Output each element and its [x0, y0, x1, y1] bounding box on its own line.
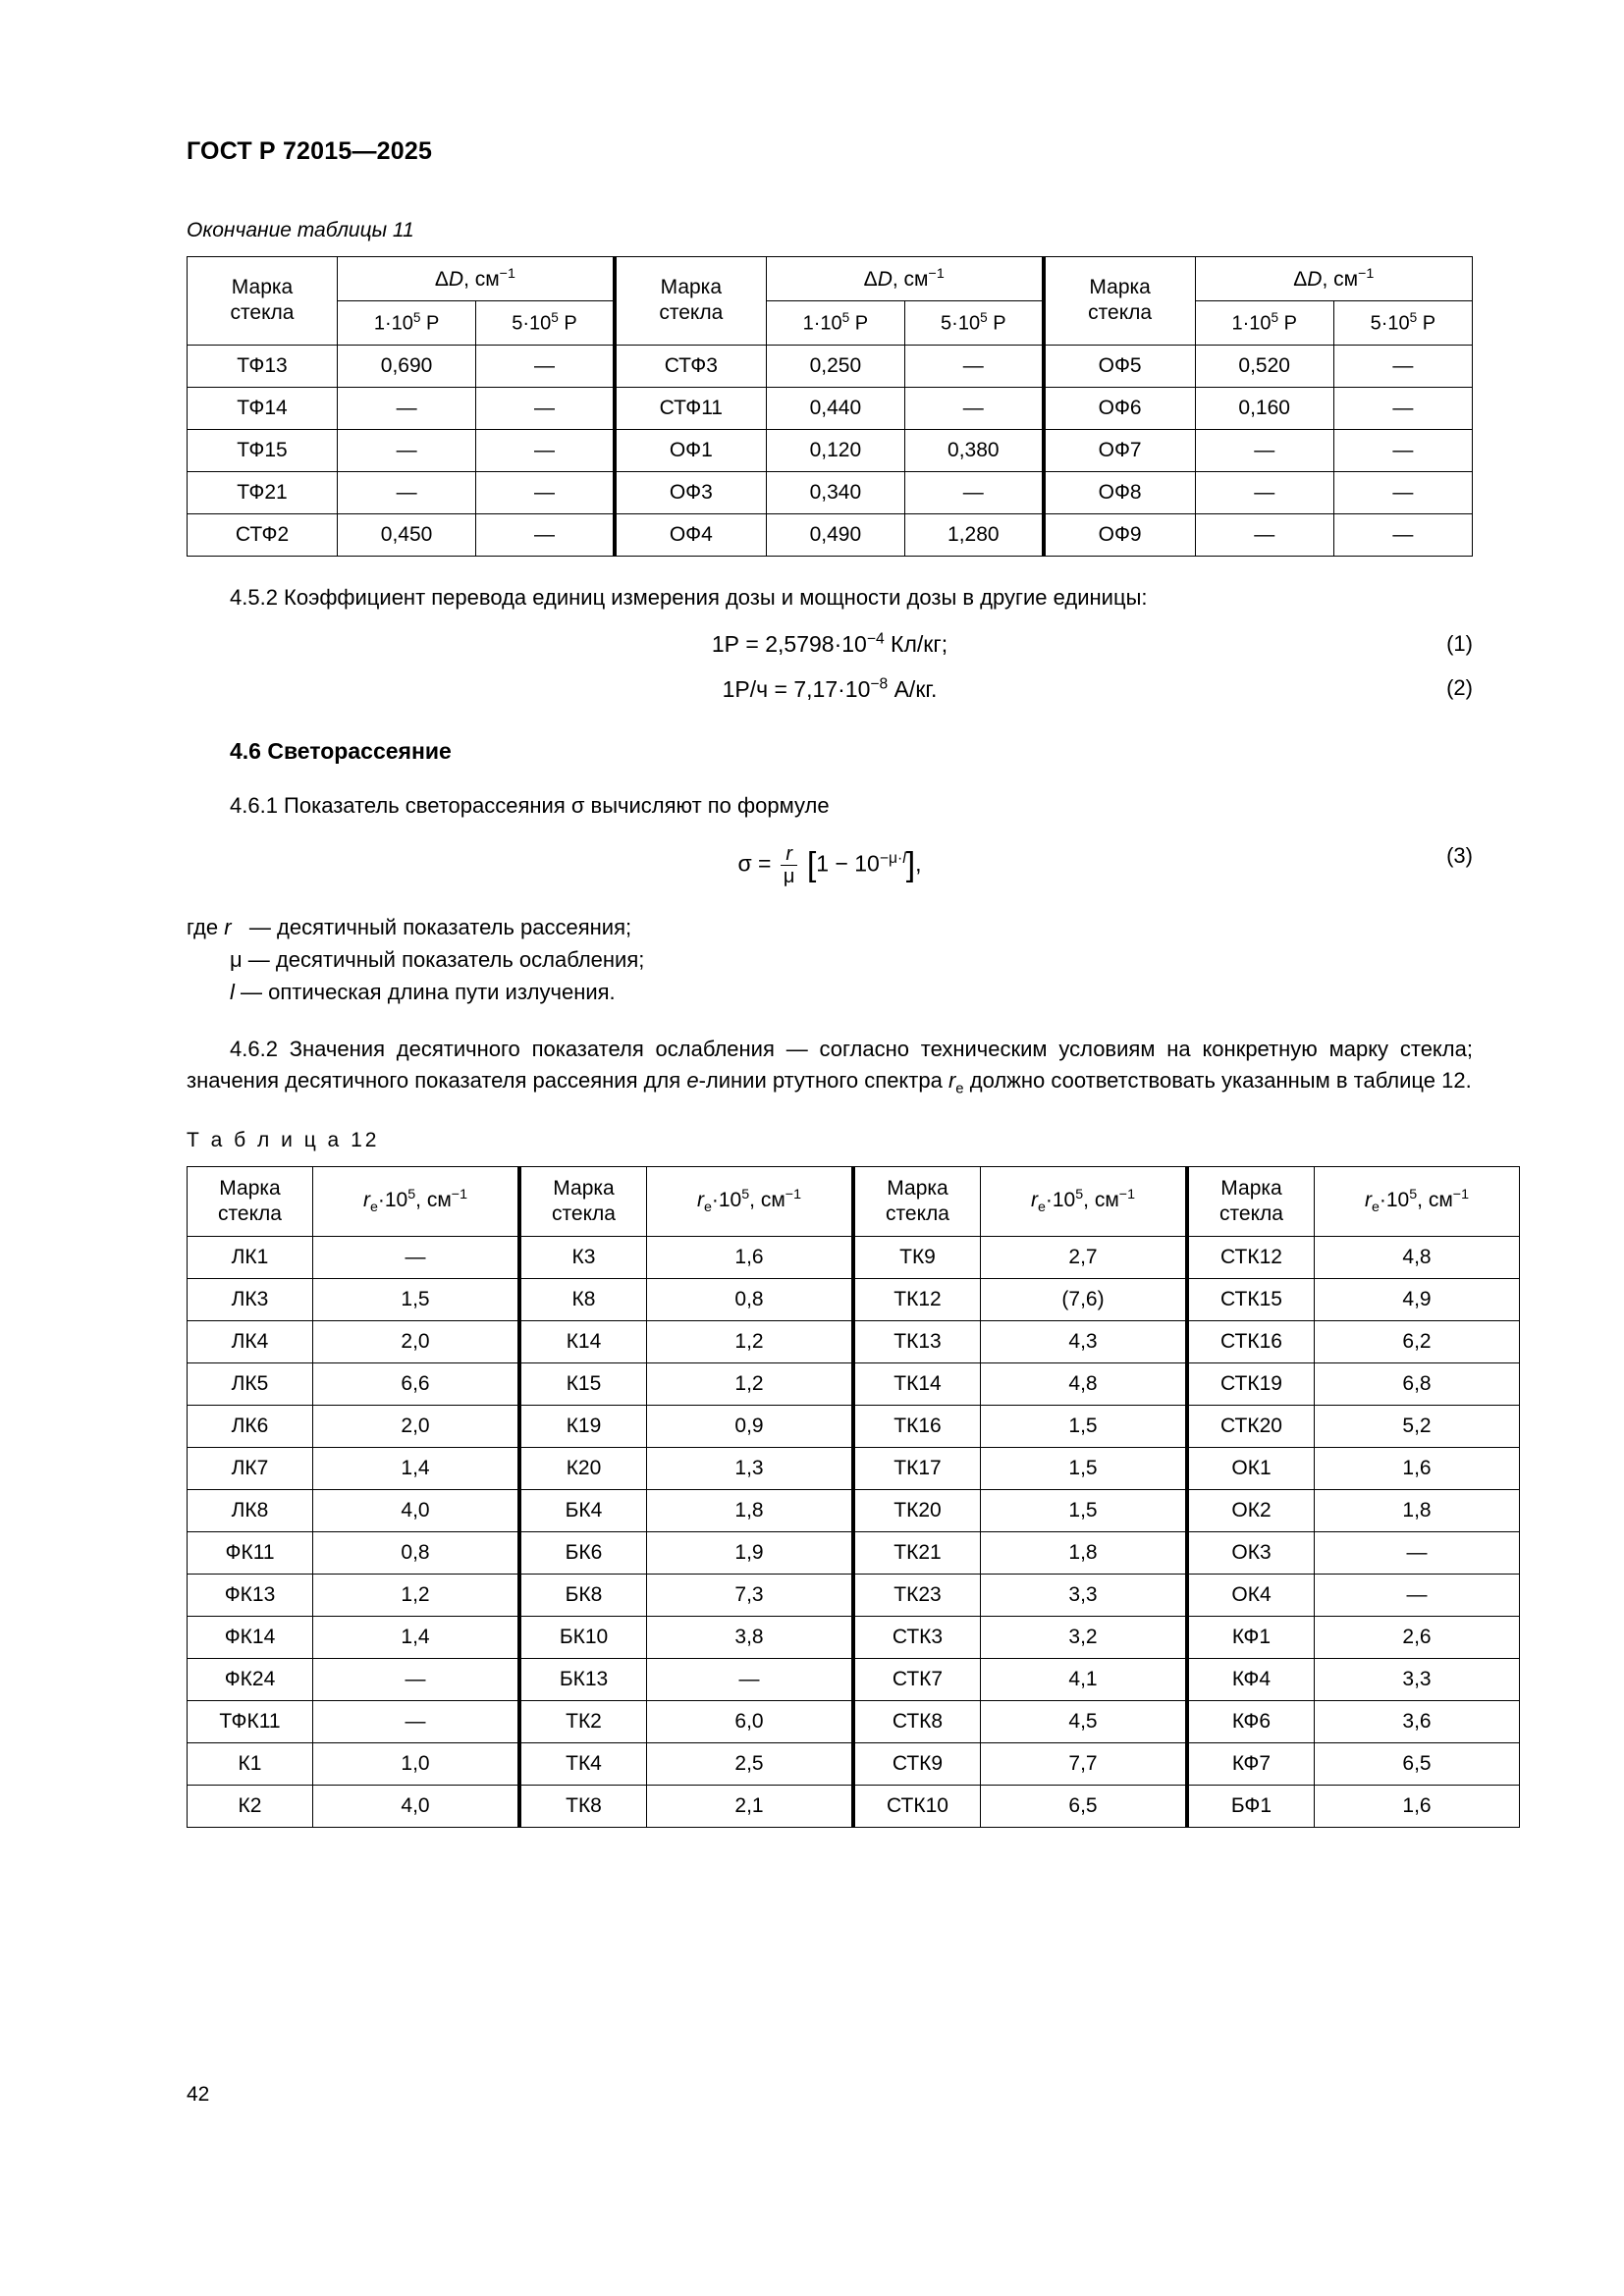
- cell-value: 1,6: [1315, 1786, 1520, 1828]
- table-row: [188, 1532, 1520, 1575]
- cell-mark: СТК8: [853, 1701, 981, 1743]
- cell-value: 1,5: [981, 1448, 1188, 1490]
- table-row: [188, 429, 1473, 471]
- cell-value: 1,9: [647, 1532, 854, 1575]
- cell-value: 1,8: [981, 1532, 1188, 1575]
- cell-value: (7,6): [981, 1279, 1188, 1321]
- cell-mark: ФК11: [188, 1532, 313, 1575]
- cell-mark: ТФК11: [188, 1701, 313, 1743]
- cell-mark: СТК16: [1187, 1321, 1315, 1363]
- formula-legend: [187, 911, 1473, 1008]
- table12-header-value-2: $r_е\cdot 10^5$, $см^{-1}$: [647, 1166, 854, 1237]
- table12-header-mark-1: Марка стекла: [188, 1166, 313, 1237]
- table-row: [188, 1575, 1520, 1617]
- table11-subheader-1e5-a: $1\cdot 10^5$ Р: [338, 301, 476, 346]
- cell-value: 1,2: [647, 1363, 854, 1406]
- formula-3: σ = $\frac{r}{\mu}$ $[1 - 10^{-\mu\cdot l}]$,: [737, 842, 922, 887]
- cell-value: 2,6: [1315, 1617, 1520, 1659]
- cell-mark: ТФ21: [188, 471, 338, 513]
- cell-value: 0,520: [1195, 345, 1333, 387]
- cell-mark: К8: [519, 1279, 647, 1321]
- cell-value: 1,6: [1315, 1448, 1520, 1490]
- table-row: [188, 1237, 1520, 1279]
- cell-mark: ТФ15: [188, 429, 338, 471]
- cell-value: 1,5: [981, 1490, 1188, 1532]
- fraction-r-mu: $\frac{r}{\mu}$: [781, 843, 798, 887]
- table-row: [188, 1786, 1520, 1828]
- table-row: [188, 345, 1473, 387]
- cell-value: 0,8: [313, 1532, 520, 1575]
- cell-mark: К20: [519, 1448, 647, 1490]
- table11-header-deltad-3: ΔD, $см^{-1}$: [1195, 257, 1472, 301]
- cell-value: 1,2: [313, 1575, 520, 1617]
- cell-value: 3,3: [981, 1575, 1188, 1617]
- cell-value: —: [1195, 429, 1333, 471]
- table12-header-value-1: $r_е\cdot 10^5$, $см^{-1}$: [313, 1166, 520, 1237]
- formula-2-row: [187, 675, 1473, 703]
- formula-1-row: [187, 631, 1473, 659]
- formula-3-number: (3): [1446, 842, 1473, 868]
- cell-value: 0,340: [766, 471, 904, 513]
- cell-mark: ФК24: [188, 1659, 313, 1701]
- cell-mark: ЛК4: [188, 1321, 313, 1363]
- cell-mark: ТФ13: [188, 345, 338, 387]
- cell-value: —: [1195, 513, 1333, 556]
- table11-caption: Окончание таблицы 11: [187, 219, 414, 241]
- cell-value: —: [1315, 1575, 1520, 1617]
- cell-value: 1,3: [647, 1448, 854, 1490]
- table-row: [188, 387, 1473, 429]
- cell-value: 7,7: [981, 1743, 1188, 1786]
- cell-value: —: [1333, 387, 1472, 429]
- cell-mark: К2: [188, 1786, 313, 1828]
- cell-value: 1,6: [647, 1237, 854, 1279]
- table11-subheader-1e5-c: $1\cdot 10^5$ Р: [1195, 301, 1333, 346]
- cell-value: 0,690: [338, 345, 476, 387]
- table12-header-value-3: $r_е\cdot 10^5$, $см^{-1}$: [981, 1166, 1188, 1237]
- cell-value: 0,250: [766, 345, 904, 387]
- cell-mark: ТК2: [519, 1701, 647, 1743]
- cell-value: 7,3: [647, 1575, 854, 1617]
- table12-body: [188, 1237, 1520, 1828]
- cell-value: 4,0: [313, 1490, 520, 1532]
- table-row: [188, 1279, 1520, 1321]
- cell-value: —: [904, 387, 1043, 429]
- cell-mark: ОФ4: [615, 513, 767, 556]
- cell-mark: ТФ14: [188, 387, 338, 429]
- cell-mark: ЛК8: [188, 1490, 313, 1532]
- table-row: [188, 1701, 1520, 1743]
- cell-mark: ТК12: [853, 1279, 981, 1321]
- cell-mark: БК8: [519, 1575, 647, 1617]
- cell-value: 3,6: [1315, 1701, 1520, 1743]
- cell-mark: ФК13: [188, 1575, 313, 1617]
- cell-value: 1,2: [647, 1321, 854, 1363]
- table-row: [188, 513, 1473, 556]
- cell-mark: БФ1: [1187, 1786, 1315, 1828]
- table11-header-mark-3: Марка стекла: [1044, 257, 1196, 346]
- cell-value: 1,4: [313, 1617, 520, 1659]
- table12-header-mark-3: Марка стекла: [853, 1166, 981, 1237]
- cell-mark: БК10: [519, 1617, 647, 1659]
- cell-mark: ТК23: [853, 1575, 981, 1617]
- cell-mark: К19: [519, 1406, 647, 1448]
- cell-value: 6,2: [1315, 1321, 1520, 1363]
- cell-mark: ОК4: [1187, 1575, 1315, 1617]
- cell-value: —: [476, 387, 615, 429]
- table12-head: [188, 1166, 1520, 1237]
- cell-mark: СТК20: [1187, 1406, 1315, 1448]
- page-number: 42: [187, 2083, 210, 2106]
- cell-value: 1,8: [647, 1490, 854, 1532]
- table-row: [188, 1659, 1520, 1701]
- cell-mark: ТК20: [853, 1490, 981, 1532]
- cell-mark: ТК13: [853, 1321, 981, 1363]
- cell-mark: ОФ7: [1044, 429, 1196, 471]
- cell-value: —: [338, 429, 476, 471]
- cell-value: 5,2: [1315, 1406, 1520, 1448]
- table11-header-mark-1: Марка стекла: [188, 257, 338, 346]
- cell-mark: СТФ3: [615, 345, 767, 387]
- table11-header-mark-2: Марка стекла: [615, 257, 767, 346]
- table12-header-mark-2: Марка стекла: [519, 1166, 647, 1237]
- table-row: [188, 1743, 1520, 1786]
- cell-value: 0,380: [904, 429, 1043, 471]
- cell-value: 1,5: [981, 1406, 1188, 1448]
- cell-value: 4,9: [1315, 1279, 1520, 1321]
- table-row: [188, 1490, 1520, 1532]
- table-12: [187, 1166, 1520, 1829]
- cell-value: —: [1333, 429, 1472, 471]
- clause-4-6-1: 4.6.1 Показатель светорассеяния σ вычисляют по формуле: [230, 792, 830, 818]
- cell-value: 6,8: [1315, 1363, 1520, 1406]
- cell-value: 1,280: [904, 513, 1043, 556]
- formula-1: $1Р = 2,5798\cdot 10^{-4}$ Кл/кг;: [711, 630, 948, 658]
- cell-value: 2,7: [981, 1237, 1188, 1279]
- cell-value: 3,2: [981, 1617, 1188, 1659]
- cell-value: 4,8: [981, 1363, 1188, 1406]
- cell-mark: ОК3: [1187, 1532, 1315, 1575]
- cell-value: 6,5: [1315, 1743, 1520, 1786]
- table11-header-deltad-2: ΔD, $см^{-1}$: [766, 257, 1043, 301]
- table11-head: [188, 257, 1473, 346]
- table11-subheader-5e5-c: $5\cdot 10^5$ Р: [1333, 301, 1472, 346]
- cell-mark: СТК9: [853, 1743, 981, 1786]
- cell-mark: ЛК7: [188, 1448, 313, 1490]
- cell-value: 2,0: [313, 1406, 520, 1448]
- cell-value: 1,0: [313, 1743, 520, 1786]
- table12-header-row: [188, 1166, 1520, 1237]
- cell-mark: КФ7: [1187, 1743, 1315, 1786]
- formula-1-number: (1): [1446, 630, 1473, 656]
- cell-mark: ЛК5: [188, 1363, 313, 1406]
- cell-value: 4,8: [1315, 1237, 1520, 1279]
- cell-value: —: [904, 345, 1043, 387]
- cell-value: —: [476, 345, 615, 387]
- cell-value: 3,3: [1315, 1659, 1520, 1701]
- cell-value: —: [476, 429, 615, 471]
- table-row: [188, 1321, 1520, 1363]
- cell-value: —: [338, 387, 476, 429]
- table-11: [187, 256, 1473, 557]
- cell-value: 4,5: [981, 1701, 1188, 1743]
- cell-value: 4,1: [981, 1659, 1188, 1701]
- cell-value: —: [1333, 471, 1472, 513]
- cell-mark: ОК2: [1187, 1490, 1315, 1532]
- cell-mark: СТК10: [853, 1786, 981, 1828]
- formula-2: $1Р/ч = 7,17\cdot 10^{-8}$ А/кг.: [722, 675, 938, 702]
- table11-header-deltad-1: ΔD, $см^{-1}$: [338, 257, 615, 301]
- cell-value: 1,5: [313, 1279, 520, 1321]
- cell-mark: ОФ9: [1044, 513, 1196, 556]
- cell-mark: ОФ6: [1044, 387, 1196, 429]
- cell-mark: БК13: [519, 1659, 647, 1701]
- cell-value: 4,3: [981, 1321, 1188, 1363]
- cell-value: 0,160: [1195, 387, 1333, 429]
- cell-mark: СТК19: [1187, 1363, 1315, 1406]
- cell-mark: СТФ2: [188, 513, 338, 556]
- cell-value: —: [313, 1701, 520, 1743]
- page-content: [187, 137, 1473, 1828]
- cell-mark: ТК21: [853, 1532, 981, 1575]
- cell-value: 0,490: [766, 513, 904, 556]
- cell-mark: ТК17: [853, 1448, 981, 1490]
- cell-value: 6,5: [981, 1786, 1188, 1828]
- cell-mark: СТК15: [1187, 1279, 1315, 1321]
- cell-value: 2,1: [647, 1786, 854, 1828]
- cell-value: —: [647, 1659, 854, 1701]
- cell-mark: БК4: [519, 1490, 647, 1532]
- cell-mark: ЛК6: [188, 1406, 313, 1448]
- standard-designation: ГОСТ Р 72015—2025: [187, 137, 433, 165]
- cell-value: 3,8: [647, 1617, 854, 1659]
- table11-subheader-1e5-b: $1\cdot 10^5$ Р: [766, 301, 904, 346]
- table11-body: [188, 345, 1473, 556]
- cell-mark: СТК12: [1187, 1237, 1315, 1279]
- table12-header-value-4: $r_е\cdot 10^5$, $см^{-1}$: [1315, 1166, 1520, 1237]
- cell-value: 4,0: [313, 1786, 520, 1828]
- table11-subheader-5e5-a: $5\cdot 10^5$ Р: [476, 301, 615, 346]
- cell-mark: ТК16: [853, 1406, 981, 1448]
- cell-value: —: [313, 1659, 520, 1701]
- table-row: [188, 1363, 1520, 1406]
- table11-subheader-5e5-b: $5\cdot 10^5$ Р: [904, 301, 1043, 346]
- formula-2-number: (2): [1446, 675, 1473, 701]
- cell-value: —: [338, 471, 476, 513]
- cell-value: —: [1315, 1532, 1520, 1575]
- cell-mark: ТК4: [519, 1743, 647, 1786]
- cell-value: 2,0: [313, 1321, 520, 1363]
- clause-4-5-2: 4.5.2 Коэффициент перевода единиц измерения дозы и мощности дозы в другие единицы:: [230, 584, 1148, 610]
- formula-3-row: [187, 843, 1473, 887]
- cell-mark: К14: [519, 1321, 647, 1363]
- cell-mark: ОК1: [1187, 1448, 1315, 1490]
- legend-r: где r — десятичный показатель рассеяния;: [187, 914, 632, 939]
- cell-mark: ОФ8: [1044, 471, 1196, 513]
- clause-4-6-2: 4.6.2 Значения десятичного показателя ослабления — согласно техническим условиям на конкретную марку стекла; значения десятичного показателя рассеяния для e-линии ртутного спектра $r_е$ должно соответствовать указанным в таблице 12.: [187, 1036, 1473, 1097]
- table11-header-row-2: [188, 301, 1473, 346]
- cell-mark: К3: [519, 1237, 647, 1279]
- cell-mark: СТК3: [853, 1617, 981, 1659]
- table11-header-row-1: [188, 257, 1473, 301]
- cell-mark: КФ4: [1187, 1659, 1315, 1701]
- cell-mark: СТФ11: [615, 387, 767, 429]
- table-row: [188, 1448, 1520, 1490]
- cell-value: —: [1195, 471, 1333, 513]
- cell-mark: К15: [519, 1363, 647, 1406]
- cell-mark: К1: [188, 1743, 313, 1786]
- cell-mark: ТК9: [853, 1237, 981, 1279]
- table12-caption: Т а б л и ц а 12: [187, 1128, 380, 1151]
- cell-mark: ЛК3: [188, 1279, 313, 1321]
- cell-mark: КФ1: [1187, 1617, 1315, 1659]
- legend-l: l — оптическая длина пути излучения.: [230, 979, 616, 1004]
- cell-mark: ОФ3: [615, 471, 767, 513]
- cell-value: —: [313, 1237, 520, 1279]
- cell-value: 2,5: [647, 1743, 854, 1786]
- cell-mark: ОФ1: [615, 429, 767, 471]
- cell-value: 0,120: [766, 429, 904, 471]
- cell-value: 1,8: [1315, 1490, 1520, 1532]
- cell-value: 1,4: [313, 1448, 520, 1490]
- cell-value: 0,9: [647, 1406, 854, 1448]
- table-row: [188, 1617, 1520, 1659]
- cell-value: 6,6: [313, 1363, 520, 1406]
- cell-mark: ТК8: [519, 1786, 647, 1828]
- cell-mark: КФ6: [1187, 1701, 1315, 1743]
- cell-value: 0,440: [766, 387, 904, 429]
- cell-mark: ТК14: [853, 1363, 981, 1406]
- table-row: [188, 471, 1473, 513]
- table12-header-mark-4: Марка стекла: [1187, 1166, 1315, 1237]
- cell-value: —: [476, 471, 615, 513]
- cell-mark: СТК7: [853, 1659, 981, 1701]
- cell-value: 0,450: [338, 513, 476, 556]
- cell-mark: ОФ5: [1044, 345, 1196, 387]
- table-row: [188, 1406, 1520, 1448]
- section-heading-4-6: 4.6 Светорассеяние: [230, 737, 452, 764]
- cell-mark: БК6: [519, 1532, 647, 1575]
- cell-value: —: [904, 471, 1043, 513]
- cell-value: 6,0: [647, 1701, 854, 1743]
- cell-value: 0,8: [647, 1279, 854, 1321]
- legend-mu: μ — десятичный показатель ослабления;: [230, 946, 645, 972]
- cell-value: —: [476, 513, 615, 556]
- cell-mark: ФК14: [188, 1617, 313, 1659]
- cell-value: —: [1333, 513, 1472, 556]
- cell-value: —: [1333, 345, 1472, 387]
- cell-mark: ЛК1: [188, 1237, 313, 1279]
